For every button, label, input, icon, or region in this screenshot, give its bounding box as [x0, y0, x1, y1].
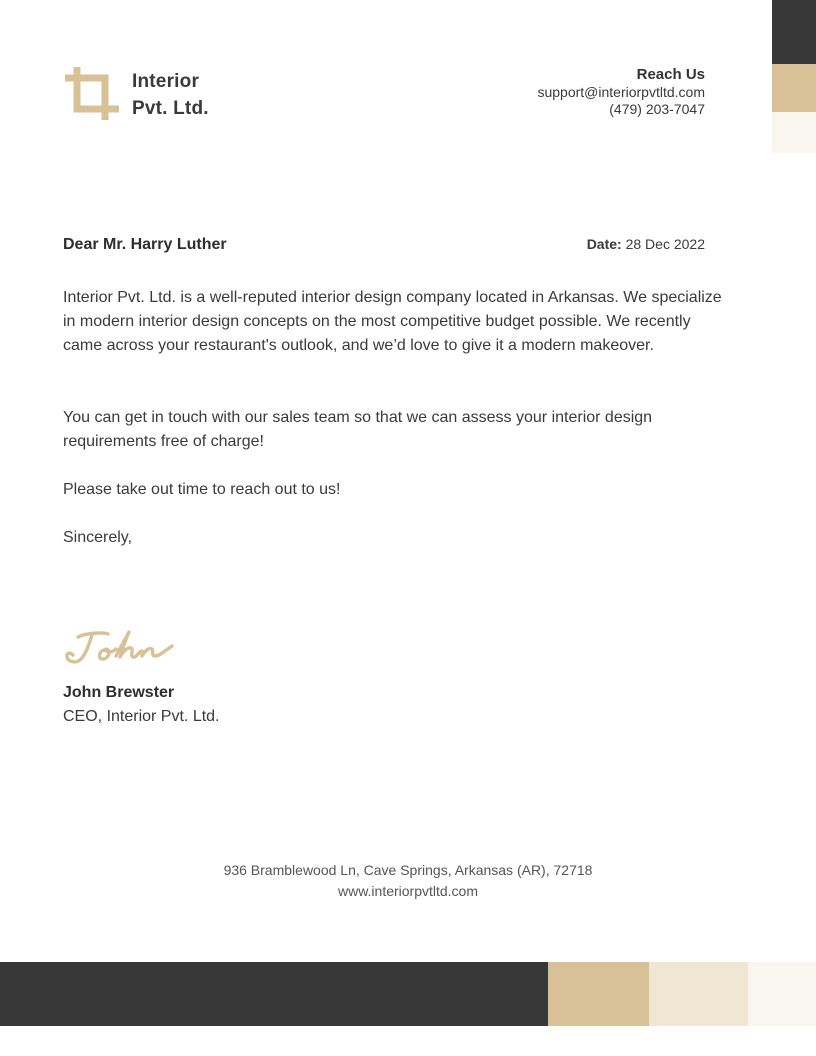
footer-bar-tan [548, 962, 649, 1026]
logo-line-2: Pvt. Ltd. [132, 98, 209, 119]
contact-phone: (479) 203-7047 [609, 101, 705, 117]
handwritten-signature [62, 626, 182, 670]
date-label: Date: [586, 236, 622, 252]
footer-website: www.interiorpvtltd.com [337, 883, 479, 899]
contact-block [537, 66, 705, 118]
signer-name: John Brewster [63, 684, 175, 701]
footer-address: 936 Bramblewood Ln, Cave Springs, Arkansas (AR), 72718 [223, 862, 593, 878]
letter-date [587, 236, 705, 252]
crop-frame-icon [64, 66, 120, 122]
footer-bar-dark [0, 962, 548, 1026]
header-stripe-tan [772, 64, 816, 112]
footer-bar-cream [649, 962, 748, 1026]
header-stripe-dark [772, 0, 816, 64]
body-paragraph-2: You can get in touch with our sales team so that we can assess your interior design requirements free of charge! [63, 409, 653, 450]
signer-title: CEO, Interior Pvt. Ltd. [63, 708, 220, 725]
contact-title: Reach Us [636, 66, 705, 83]
contact-email: support@interiorpvtltd.com [537, 84, 705, 100]
footer [0, 860, 816, 902]
date-value: 28 Dec 2022 [625, 236, 705, 252]
company-logo-text [132, 68, 209, 122]
body-paragraph-1: Interior Pvt. Ltd. is a well-reputed interior design company located in Arkansas. We specialize in modern interior design concepts on the most competitive budget possible. We recently came across your restaurant's outlook, and we’d love to give it a modern makeover. [63, 289, 722, 354]
logo-line-1: Interior [132, 71, 200, 92]
body-paragraph-3: Please take out time to reach out to us! [63, 481, 341, 498]
salutation: Dear Mr. Harry Luther [63, 236, 227, 253]
closing: Sincerely, [63, 529, 133, 546]
footer-bar-pale [748, 962, 816, 1026]
header-stripe-pale [772, 112, 816, 153]
